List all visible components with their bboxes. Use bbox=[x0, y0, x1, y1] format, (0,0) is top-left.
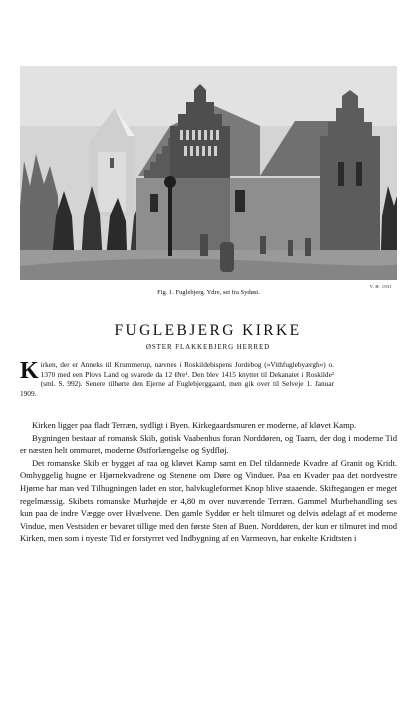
intro-text: irken, der er Anneks til Krummerup, nævnes i Roskildebispens Jordebog (»Vithfuglebyærgh«) o. 1370 med een Plovs Land og svarede da 12 Øre¹. Den blev 1415 knyttet til Dekanatet i Roskilde² (sml. S. 992). Senere tilhørte den Ejerne af Fuglebjerggaard, men gik over til Selveje 1. Januar 1909. bbox=[20, 360, 334, 398]
paragraph: Det romanske Skib er bygget af raa og kløvet Kamp samt en Del tildannede Kvadre af Granit og Kridt. Omhyggelig hugne er Hjørnekvadrene og Stenene om Døre og Vinduer. Paa en Kvader paa det nordvestre Hjørne har man ved Tilhugningen ladet en stor, halvkugleformet Knop blive staaende. Skiftegangen er meget regelmæssig. Skibets romanske Murhøjde er 4,80 m over nuværende Terræn. Gammel Murbehandling ses kun paa de indre Vægge over Hvælvene. Den gamle Syddør er helt tilmuret og delvis ødelagt af et moderne Vindue, men Vestsiden er bevaret tillige med den første Sten af Buen. Norddøren, der kun er tilmuret ind mod Kirken, men som i nyeste Tid er forstyrret ved Indbygning af en Varmeovn, har enkelte Kridtsten i bbox=[20, 457, 397, 544]
paragraph: Bygningen bestaar af romansk Skib, gotisk Vaabenhus foran Norddøren, og Taarn, der dog i moderne Tid er næsten helt ommuret, moderne Østforlængelse og Sydfløj. bbox=[20, 432, 397, 456]
page-subtitle: ØSTER FLAKKEBJERG HERRED bbox=[145, 343, 271, 351]
intro-paragraph bbox=[20, 360, 334, 398]
photo-credit-stamp: V. H. 1931 bbox=[369, 284, 392, 289]
church-photograph bbox=[20, 66, 397, 280]
figure-caption: Fig. 1. Fuglebjerg. Ydre, set fra Sydøst. bbox=[157, 289, 260, 296]
drop-cap: K bbox=[20, 358, 39, 384]
paragraph: Kirken ligger paa fladt Terræn, sydligt i Byen. Kirkegaardsmuren er moderne, af kløvet Kamp. bbox=[32, 420, 357, 430]
body-text bbox=[20, 419, 397, 545]
page-title: FUGLEBJERG KIRKE bbox=[114, 322, 302, 339]
